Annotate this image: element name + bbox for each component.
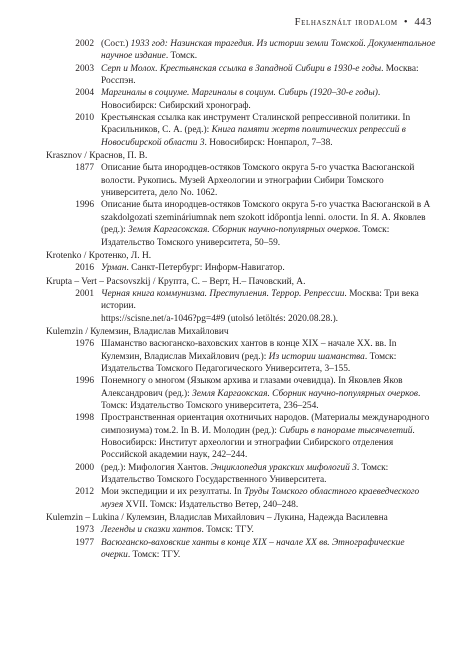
entry-title: Васюганско-ваховские ханты в конце XIX – начале XX вв. Этнографические очерки	[101, 537, 405, 561]
entry-text: (ред.): Мифология Хантов.	[101, 462, 211, 473]
bibliography-entry	[46, 87, 436, 112]
entry-year: 2001	[75, 288, 94, 299]
entry-title: Урман	[101, 263, 127, 274]
entry-text: . Москва: Росспэн.	[101, 63, 419, 87]
entry-year: 2012	[75, 487, 94, 498]
entry-year: 1996	[75, 376, 94, 387]
bibliography-entry	[46, 262, 436, 274]
entry-title: Энциклопедия уракских мифологий 3	[210, 462, 357, 473]
entry-title: Серп и Молох. Крестьянская ссылка в Западной Сибири в 1930-е годы	[101, 63, 382, 74]
entry-title: Из истории шаманства	[268, 351, 365, 362]
author-heading: Krotenko / Кротенко, Л. Н.	[46, 250, 152, 261]
author-heading: Kulemzin – Lukina / Кулемзин, Владислав Михайлович – Лукина, Надежда Василевна	[46, 513, 388, 524]
header-title: Felhasznált irodalom	[294, 17, 398, 28]
entry-text: Крестьянская ссылка как инструмент Сталинской репрессивной политики. In Красильников, С. А. (ред.):	[101, 113, 411, 136]
bibliography-entry	[46, 462, 436, 487]
bibliography-entry	[46, 537, 436, 562]
entry-text: . Санкт-Петербург: Информ-Навигатор.	[126, 263, 285, 274]
running-header	[295, 17, 432, 28]
bibliography-entry	[46, 524, 436, 536]
entry-text: . Томск: ТГУ.	[201, 525, 254, 536]
bibliography-entry	[46, 162, 436, 199]
entry-title: Книга памяти жертв политических репрессий в Новосибирской области 3	[101, 125, 406, 148]
entry-text: . Томск: Издательства Томского Педагогического Университета, 3–155.	[101, 351, 397, 374]
entry-text: . Томск: ТГУ.	[127, 550, 181, 561]
entry-year: 2004	[75, 88, 94, 99]
entry-year: 2000	[75, 462, 94, 473]
entry-text: . Новосибирск: Сибирский хронограф.	[101, 88, 381, 111]
entry-title: Труды Томского областного краеведческого музея	[101, 487, 420, 510]
entry-year: 2003	[75, 63, 94, 74]
entry-text: . Москва: Три века истории.	[101, 288, 419, 312]
entry-year: 1877	[75, 163, 94, 174]
entry-text: Описание быта инородцев-остяков Томского округа 5-го участка Васюганской в A szakdolgozati szemináriumnak nem szokott időpontja lenni. олости. In Я. А. Яковлев (ред.):	[101, 200, 430, 236]
bibliography-entry	[46, 63, 436, 88]
header-separator: •	[403, 17, 409, 28]
entry-year: 1977	[75, 537, 94, 548]
entry-year: 2002	[75, 39, 94, 49]
entry-title: Маргиналы в социуме. Маргиналы в социум. Сибирь (1920–30-е годы)	[101, 88, 378, 99]
entry-year: 1998	[75, 413, 94, 424]
entry-text: . Томск: Издательство Томского университета, 236–254.	[101, 388, 421, 411]
entry-year: 2016	[75, 263, 94, 274]
entry-text: . Томск: Издательство Томского университета, 50–59.	[101, 225, 390, 248]
entry-text: . Томск.	[165, 51, 198, 62]
entry-text: (Сост.)	[101, 39, 131, 49]
entry-text: Понемногу о многом (Языком архива и глазами очевидца). In Яковлев Яков Александрович (ред.):	[101, 376, 403, 399]
entry-text: Описание быта инородцев-остяков Томского округа 5-го участка Васюганской волости. Рукопись. Музей Археологии и этнографии Сибири Томского университета, дело No. 1062.	[101, 163, 415, 199]
entry-text: . Новосибирск: Институт археологии и этнографии Сибирского отделения Российской академии наук, 242–244.	[101, 425, 415, 461]
bibliography-entry	[46, 412, 436, 461]
bibliography-entry	[46, 486, 436, 511]
author-heading: Krupta – Vert – Pacsovszkij / Крупта, С. – Верт, Н.– Пачовский, А.	[46, 276, 306, 287]
entry-text: Шаманство васюганско-ваховских хантов в конце XIX – начале XX. вв. In Кулемзин, Владислав Михайлович (ред.):	[101, 339, 397, 362]
entry-text: XVII. Томск: Издательство Ветер, 240–248.	[123, 499, 299, 510]
bibliography-entry	[46, 375, 436, 412]
entry-year: 1976	[75, 339, 94, 350]
entry-title: Легенды и сказки хантов	[101, 525, 202, 536]
entry-text: . Томск: Издательство Томского Государственного Университета.	[101, 462, 389, 486]
entry-title: Земля Каргасокская. Сборник научно-популярных очерков	[128, 225, 358, 236]
entry-year: 1973	[75, 525, 94, 536]
author-heading: Kulemzin / Кулемзин, Владислав Михайлович	[46, 326, 229, 337]
bibliography-entry	[46, 112, 436, 149]
entry-text: Мои экспедиции и их резултаты. In	[101, 487, 245, 498]
entry-text: Пространственная ориентация охотничьих народов. (Материалы международного симпозиума) том.2. In В. И. Молодин (ред.):	[101, 413, 430, 436]
entry-title: 1933 год: Назинская трагедия. Из истории земли Томской. Документальное научное издание	[101, 39, 436, 62]
bibliography-entry	[46, 338, 436, 375]
entry-title: Земля Каргаокская. Сборник научно-популярных очерков	[192, 388, 418, 399]
entry-url: https://scisne.net/a-1046?pg=4#9 (utolsó letöltés: 2020.08.28.).	[101, 313, 339, 324]
bibliography-list	[46, 38, 436, 561]
bibliography-entry	[46, 288, 436, 325]
entry-title: Сибирь в панораме тысячелетий	[279, 425, 413, 436]
page-number: 443	[414, 17, 432, 28]
author-heading: Krasznov / Краснов, П. В.	[46, 151, 148, 162]
entry-text: . Новосибирск: Нонпарол, 7–38.	[204, 137, 333, 148]
entry-year: 2010	[75, 113, 94, 124]
bibliography-entry	[46, 38, 436, 63]
entry-title: Черная книга коммунизма. Преступления. Террор. Репрессии	[101, 288, 345, 299]
bibliography-entry	[46, 199, 436, 248]
entry-year: 1996	[75, 200, 94, 211]
